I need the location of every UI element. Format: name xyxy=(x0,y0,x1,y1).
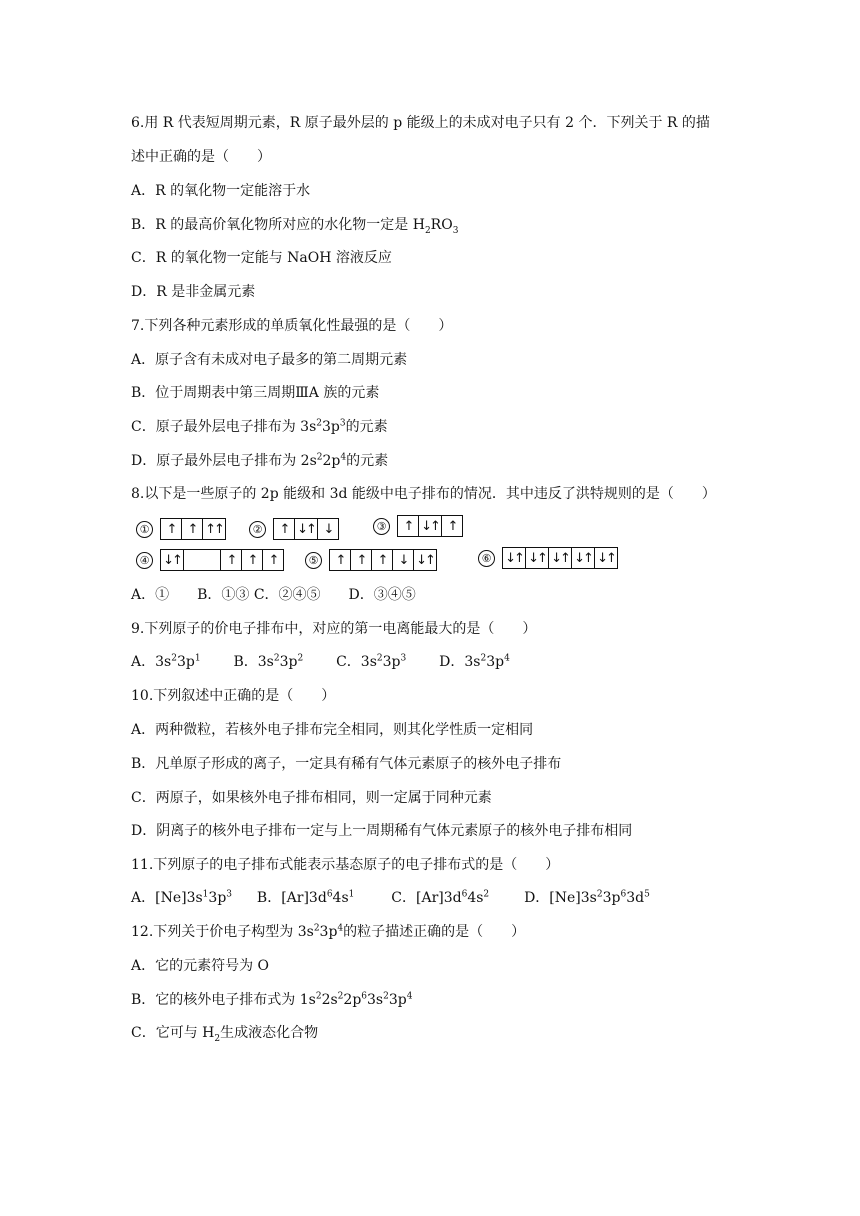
q9-b: B．$3s^23p^2$ xyxy=(233,653,304,670)
orbital-box: ↑ xyxy=(398,516,419,536)
orbital-box: ↓↑ xyxy=(419,516,442,536)
orbital-box: ↓ xyxy=(393,550,414,570)
q9-options xyxy=(131,653,510,671)
q9-a: A．$3s^23p^1$ xyxy=(131,653,201,670)
q7-stem: 7.下列各种元素形成的单质氧化性最强的是（ ） xyxy=(131,318,453,334)
diagram-label-2: ② xyxy=(249,521,266,538)
orbital-boxes-2 xyxy=(273,518,339,540)
q12-option-b: B．它的核外电子排布式为 $1s^22s^22p^63s^23p^4$ xyxy=(131,991,413,1008)
orbital-boxes-1 xyxy=(160,518,226,540)
q8-stem: 8.以下是一些原子的 2p 能级和 3d 能级中电子排布的情况．其中违反了洪特规则的是（ ） xyxy=(131,486,716,502)
q7-option-a: A．原子含有未成对电子最多的第二周期元素 xyxy=(131,352,408,368)
q7-c-text: C．原子最外层电子排布为 3s xyxy=(131,419,317,435)
q6-option-c: C．R 的氧化物一定能与 NaOH 溶液反应 xyxy=(131,250,392,266)
q9-c: C．$3s^23p^3$ xyxy=(336,653,407,670)
q7-option-d xyxy=(131,452,388,470)
orbital-box: ↓↑ xyxy=(572,548,595,568)
q11-d: D．$[Ne]3s^23p^63d^5$ xyxy=(524,889,650,906)
orbital-box: ↑ xyxy=(447,518,457,534)
q10-option-d: D．阴离子的核外电子排布一定与上一周期稀有气体元素原子的核外电子排布相同 xyxy=(131,823,633,839)
q10-stem: 10.下列叙述中正确的是（ ） xyxy=(131,688,336,704)
q11-options xyxy=(131,889,650,907)
q7-c-post: 的元素 xyxy=(345,419,388,435)
diagram-label-6: ⑥ xyxy=(478,550,495,567)
orbital-box: ↑ xyxy=(268,552,278,568)
q12-stem: 12.下列关于价电子构型为 $3s^23p^4$的粒子描述正确的是（ ） xyxy=(131,923,526,940)
q7-option-b: B．位于周期表中第三周期ⅢA 族的元素 xyxy=(131,385,380,401)
q11-a: A．$[Ne]3s^13p^3$ xyxy=(131,889,233,906)
q7-c-mid: 3p xyxy=(322,419,340,435)
orbital-box: ↑ xyxy=(242,550,263,570)
q6-b-text: B．R 的最高价氧化物所对应的水化物一定是 H xyxy=(131,217,425,233)
q6-b-mid: RO xyxy=(430,217,453,233)
diagram-label-4: ④ xyxy=(136,552,153,569)
q6-stem-line2: 述中正确的是（ ） xyxy=(131,149,271,165)
orbital-boxes-4 xyxy=(160,549,284,571)
orbital-boxes-6 xyxy=(502,547,618,569)
orbital-box: ↓↑ xyxy=(295,519,318,539)
q7-d-sup1: 2 xyxy=(316,452,323,463)
orbital-box: ↑ xyxy=(330,550,351,570)
q10-option-c: C．两原子，如果核外电子排布相同，则一定属于同种元素 xyxy=(131,790,492,806)
orbital-boxes-3 xyxy=(397,515,463,537)
q7-c-sup2: 3 xyxy=(339,418,346,429)
q7-d-text: D．原子最外层电子排布为 2s xyxy=(131,453,317,469)
orbital-box: ↑ xyxy=(221,550,242,570)
q6-b-sub2: 3 xyxy=(452,225,459,236)
orbital-box: ↓↑ xyxy=(597,550,615,566)
orbital-box: ↓↑ xyxy=(503,548,526,568)
orbital-box: ↓ xyxy=(323,521,333,537)
orbital-box: ↓↑ xyxy=(161,550,184,570)
q6-b-sub1: 2 xyxy=(424,225,431,236)
q10-option-a: A．两种微粒，若核外电子排布完全相同，则其化学性质一定相同 xyxy=(131,722,534,738)
orbital-box: ↑ xyxy=(161,519,182,539)
q7-d-mid: 2p xyxy=(322,453,341,469)
orbital-box xyxy=(184,550,221,570)
q6-option-a: A．R 的氧化物一定能溶于水 xyxy=(131,183,311,199)
q11-c: C．$[Ar]3d^64s^2$ xyxy=(391,889,490,906)
q7-d-post: 的元素 xyxy=(346,453,389,469)
orbital-diagram-5 xyxy=(305,549,437,571)
q9-d: D．$3s^23p^4$ xyxy=(439,653,510,670)
orbital-boxes-5 xyxy=(329,549,437,571)
q7-option-c xyxy=(131,418,388,436)
orbital-box: ↓↑ xyxy=(549,548,572,568)
q7-c-sup1: 2 xyxy=(316,418,322,429)
q11-stem: 11.下列原子的电子排布式能表示基态原子的电子排布式的是（ ） xyxy=(131,857,560,873)
diagram-label-5: ⑤ xyxy=(305,552,322,569)
q6-option-b xyxy=(131,216,458,234)
orbital-box: ↑ xyxy=(372,550,393,570)
q11-b: B．$[Ar]3d^64s^1$ xyxy=(256,889,355,906)
orbital-box: ↑ xyxy=(274,519,295,539)
orbital-box: ↓↑ xyxy=(526,548,549,568)
diagram-label-1: ① xyxy=(136,521,153,538)
orbital-diagram-1 xyxy=(136,518,226,540)
q6-stem-line1: 6.用 R 代表短周期元素，R 原子最外层的 p 能级上的未成对电子只有 2 个．下列关于 R 的描 xyxy=(131,115,710,131)
orbital-diagram-6 xyxy=(478,547,618,569)
orbital-box: ↑ xyxy=(351,550,372,570)
q12-option-a: A．它的元素符号为 O xyxy=(131,958,270,974)
diagram-label-3: ③ xyxy=(373,518,390,535)
orbital-box: ↑ xyxy=(182,519,203,539)
q6-option-d: D．R 是非金属元素 xyxy=(131,284,256,300)
q12-option-c: C．它可与 $H_2$生成液态化合物 xyxy=(131,1025,319,1044)
orbital-box: ↑↑ xyxy=(205,521,223,537)
orbital-diagram-4 xyxy=(136,549,284,571)
q9-stem: 9.下列原子的价电子排布中，对应的第一电离能最大的是（ ） xyxy=(131,621,537,637)
orbital-diagram-3 xyxy=(373,515,463,537)
q7-d-sup2: 4 xyxy=(340,452,347,463)
orbital-box: ↓↑ xyxy=(416,552,434,568)
q10-option-b: B．凡单原子形成的离子，一定具有稀有气体元素原子的核外电子排布 xyxy=(131,756,562,772)
orbital-diagram-2 xyxy=(249,518,339,540)
q8-options: A．① B．①③ C．②④⑤ D．③④⑤ xyxy=(131,587,416,603)
